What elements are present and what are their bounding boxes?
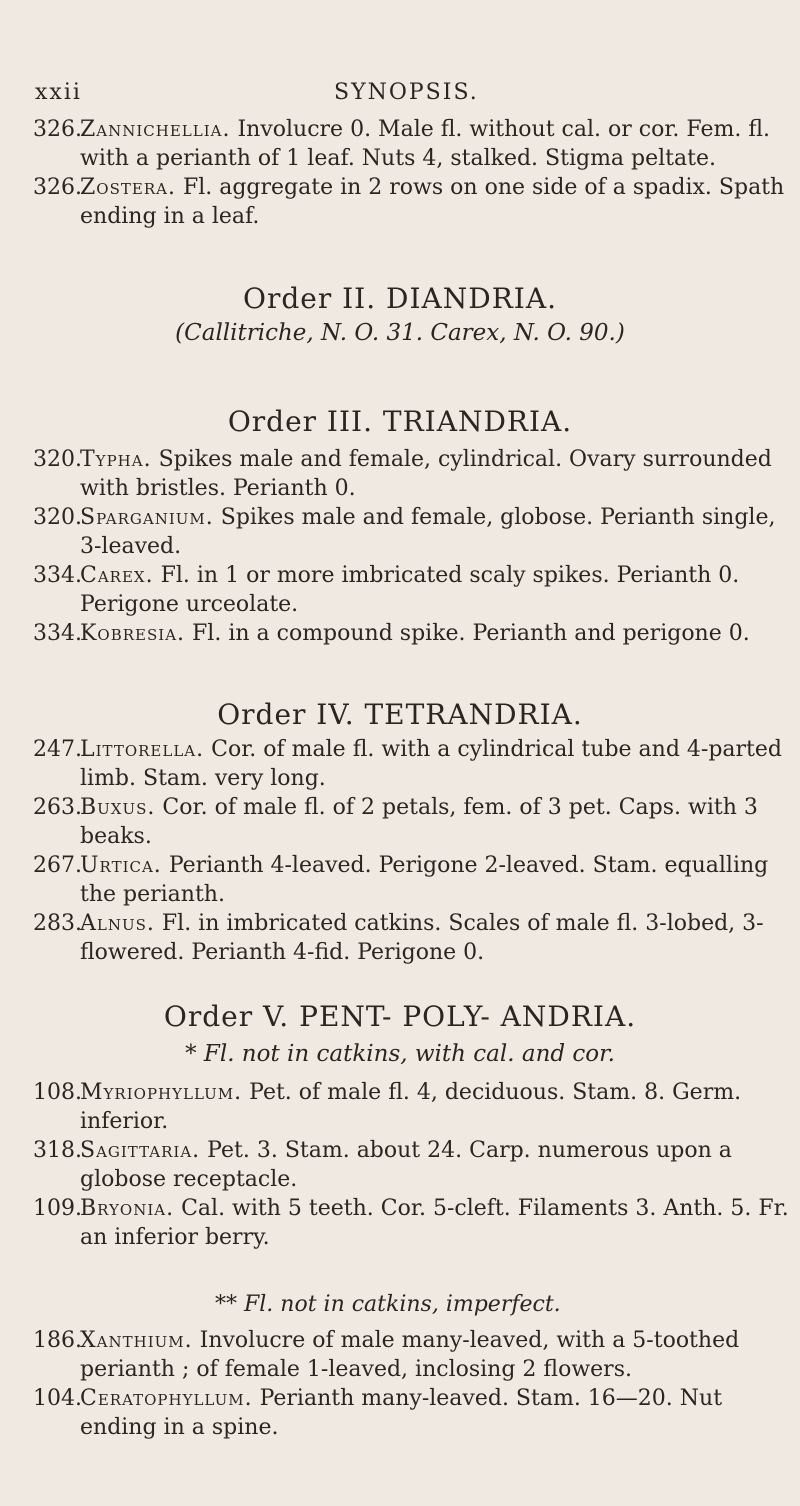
genus-name: Sparganium. — [80, 505, 214, 530]
genus-entry — [0, 851, 800, 909]
entry-number: 318. — [33, 1138, 82, 1163]
genus-description: Spikes male and female, globose. Perianth single, 3-leaved. — [80, 505, 776, 559]
genus-description: Pet. 3. Stam. about 24. Carp. numerous upon a globose receptacle. — [80, 1138, 732, 1192]
entry-number: 334. — [33, 621, 82, 646]
entry-number: 326. — [33, 117, 82, 142]
genus-name: Carex. — [80, 563, 154, 588]
entry-number: 334. — [33, 563, 82, 588]
entry-group-4 — [0, 1078, 800, 1252]
genus-entry — [0, 735, 800, 793]
entry-number: 108. — [33, 1080, 82, 1105]
entry-number: 109. — [33, 1196, 82, 1221]
genus-description: Pet. of male fl. 4, deciduous. Stam. 8. Germ. inferior. — [80, 1080, 742, 1134]
genus-description: Fl. in a compound spike. Perianth and perigone 0. — [192, 621, 750, 646]
section-heading: ** Fl. not in catkins, imperfect. — [215, 1292, 561, 1317]
genus-name: Sagittaria. — [80, 1138, 201, 1163]
entry-number: 263. — [33, 795, 82, 820]
entry-number: 283. — [33, 911, 82, 936]
genus-description: Perianth 4-leaved. Perigone 2-leaved. Stam. equalling the perianth. — [80, 853, 769, 907]
order-heading-diandria: Order II. DIANDRIA. — [243, 282, 557, 315]
genus-name: Typha. — [80, 447, 152, 472]
genus-name: Buxus. — [80, 795, 156, 820]
genus-name: Littorella. — [80, 737, 205, 762]
section-heading: * Fl. not in catkins, with cal. and cor. — [185, 1041, 615, 1067]
order-heading-tetrandria: Order IV. TETRANDRIA. — [217, 698, 583, 731]
genus-description: Fl. aggregate in 2 rows on one side of a spadix. Spath ending in a leaf. — [80, 175, 785, 229]
genus-description: Cor. of male fl. with a cylindrical tube and 4-parted limb. Stam. very long. — [80, 737, 782, 791]
genus-entry — [0, 793, 800, 851]
genus-name: Zannichellia. — [80, 117, 231, 142]
genus-description: Perianth many-leaved. Stam. 16—20. Nut ending in a spine. — [80, 1386, 723, 1440]
genus-entry — [0, 1194, 800, 1252]
order-cross-reference: (Callitriche, N. O. 31. Carex, N. O. 90.) — [175, 320, 625, 346]
entry-number: 186. — [33, 1328, 82, 1353]
genus-entry — [0, 445, 800, 503]
order-heading-pent-poly-andria: Order V. PENT- POLY- ANDRIA. — [163, 1000, 637, 1033]
genus-entry — [0, 1326, 800, 1384]
entry-group-3 — [0, 735, 800, 967]
genus-name: Myriophyllum. — [80, 1080, 243, 1105]
entry-number: 267. — [33, 853, 82, 878]
genus-description: Spikes male and female, cylindrical. Ovary surrounded with bristles. Perianth 0. — [80, 447, 772, 501]
genus-entry — [0, 173, 800, 231]
entry-group-5 — [0, 1326, 800, 1442]
entry-group-1 — [0, 115, 800, 231]
order-heading-triandria: Order III. TRIANDRIA. — [227, 405, 573, 438]
genus-entry — [0, 1078, 800, 1136]
genus-entry — [0, 1136, 800, 1194]
genus-entry — [0, 909, 800, 967]
entry-number: 320. — [33, 505, 82, 530]
genus-name: Zostera. — [80, 175, 176, 200]
genus-name: Urtica. — [80, 853, 162, 878]
genus-entry — [0, 561, 800, 619]
genus-name: Xanthium. — [80, 1328, 193, 1353]
genus-entry — [0, 619, 800, 648]
genus-name: Kobresia. — [80, 621, 186, 646]
genus-description: Involucre 0. Male fl. without cal. or cor. Fem. fl. with a perianth of 1 leaf. Nuts 4, stalked. Stigma peltate. — [80, 117, 770, 171]
entry-number: 320. — [33, 447, 82, 472]
page-number: xxii — [35, 80, 82, 105]
genus-description: Fl. in 1 or more imbricated scaly spikes. Perianth 0. Perigone urceolate. — [80, 563, 740, 617]
genus-name: Bryonia. — [80, 1196, 175, 1221]
genus-description: Involucre of male many-leaved, with a 5-toothed perianth ; of female 1-leaved, inclosing 2 flowers. — [80, 1328, 740, 1382]
genus-entry — [0, 115, 800, 173]
genus-description: Cal. with 5 teeth. Cor. 5-cleft. Filaments 3. Anth. 5. Fr. an inferior berry. — [80, 1196, 789, 1250]
genus-name: Alnus. — [80, 911, 155, 936]
genus-entry — [0, 1384, 800, 1442]
running-title: SYNOPSIS. — [334, 80, 479, 105]
genus-description: Cor. of male fl. of 2 petals, fem. of 3 pet. Caps. with 3 beaks. — [80, 795, 758, 849]
genus-entry — [0, 503, 800, 561]
entry-group-2 — [0, 445, 800, 648]
entry-number: 104. — [33, 1386, 82, 1411]
genus-name: Ceratophyllum. — [80, 1386, 253, 1411]
entry-number: 247. — [33, 737, 82, 762]
genus-description: Fl. in imbricated catkins. Scales of male fl. 3-lobed, 3-flowered. Perianth 4-fid. Perigone 0. — [80, 911, 764, 965]
entry-number: 326. — [33, 175, 82, 200]
